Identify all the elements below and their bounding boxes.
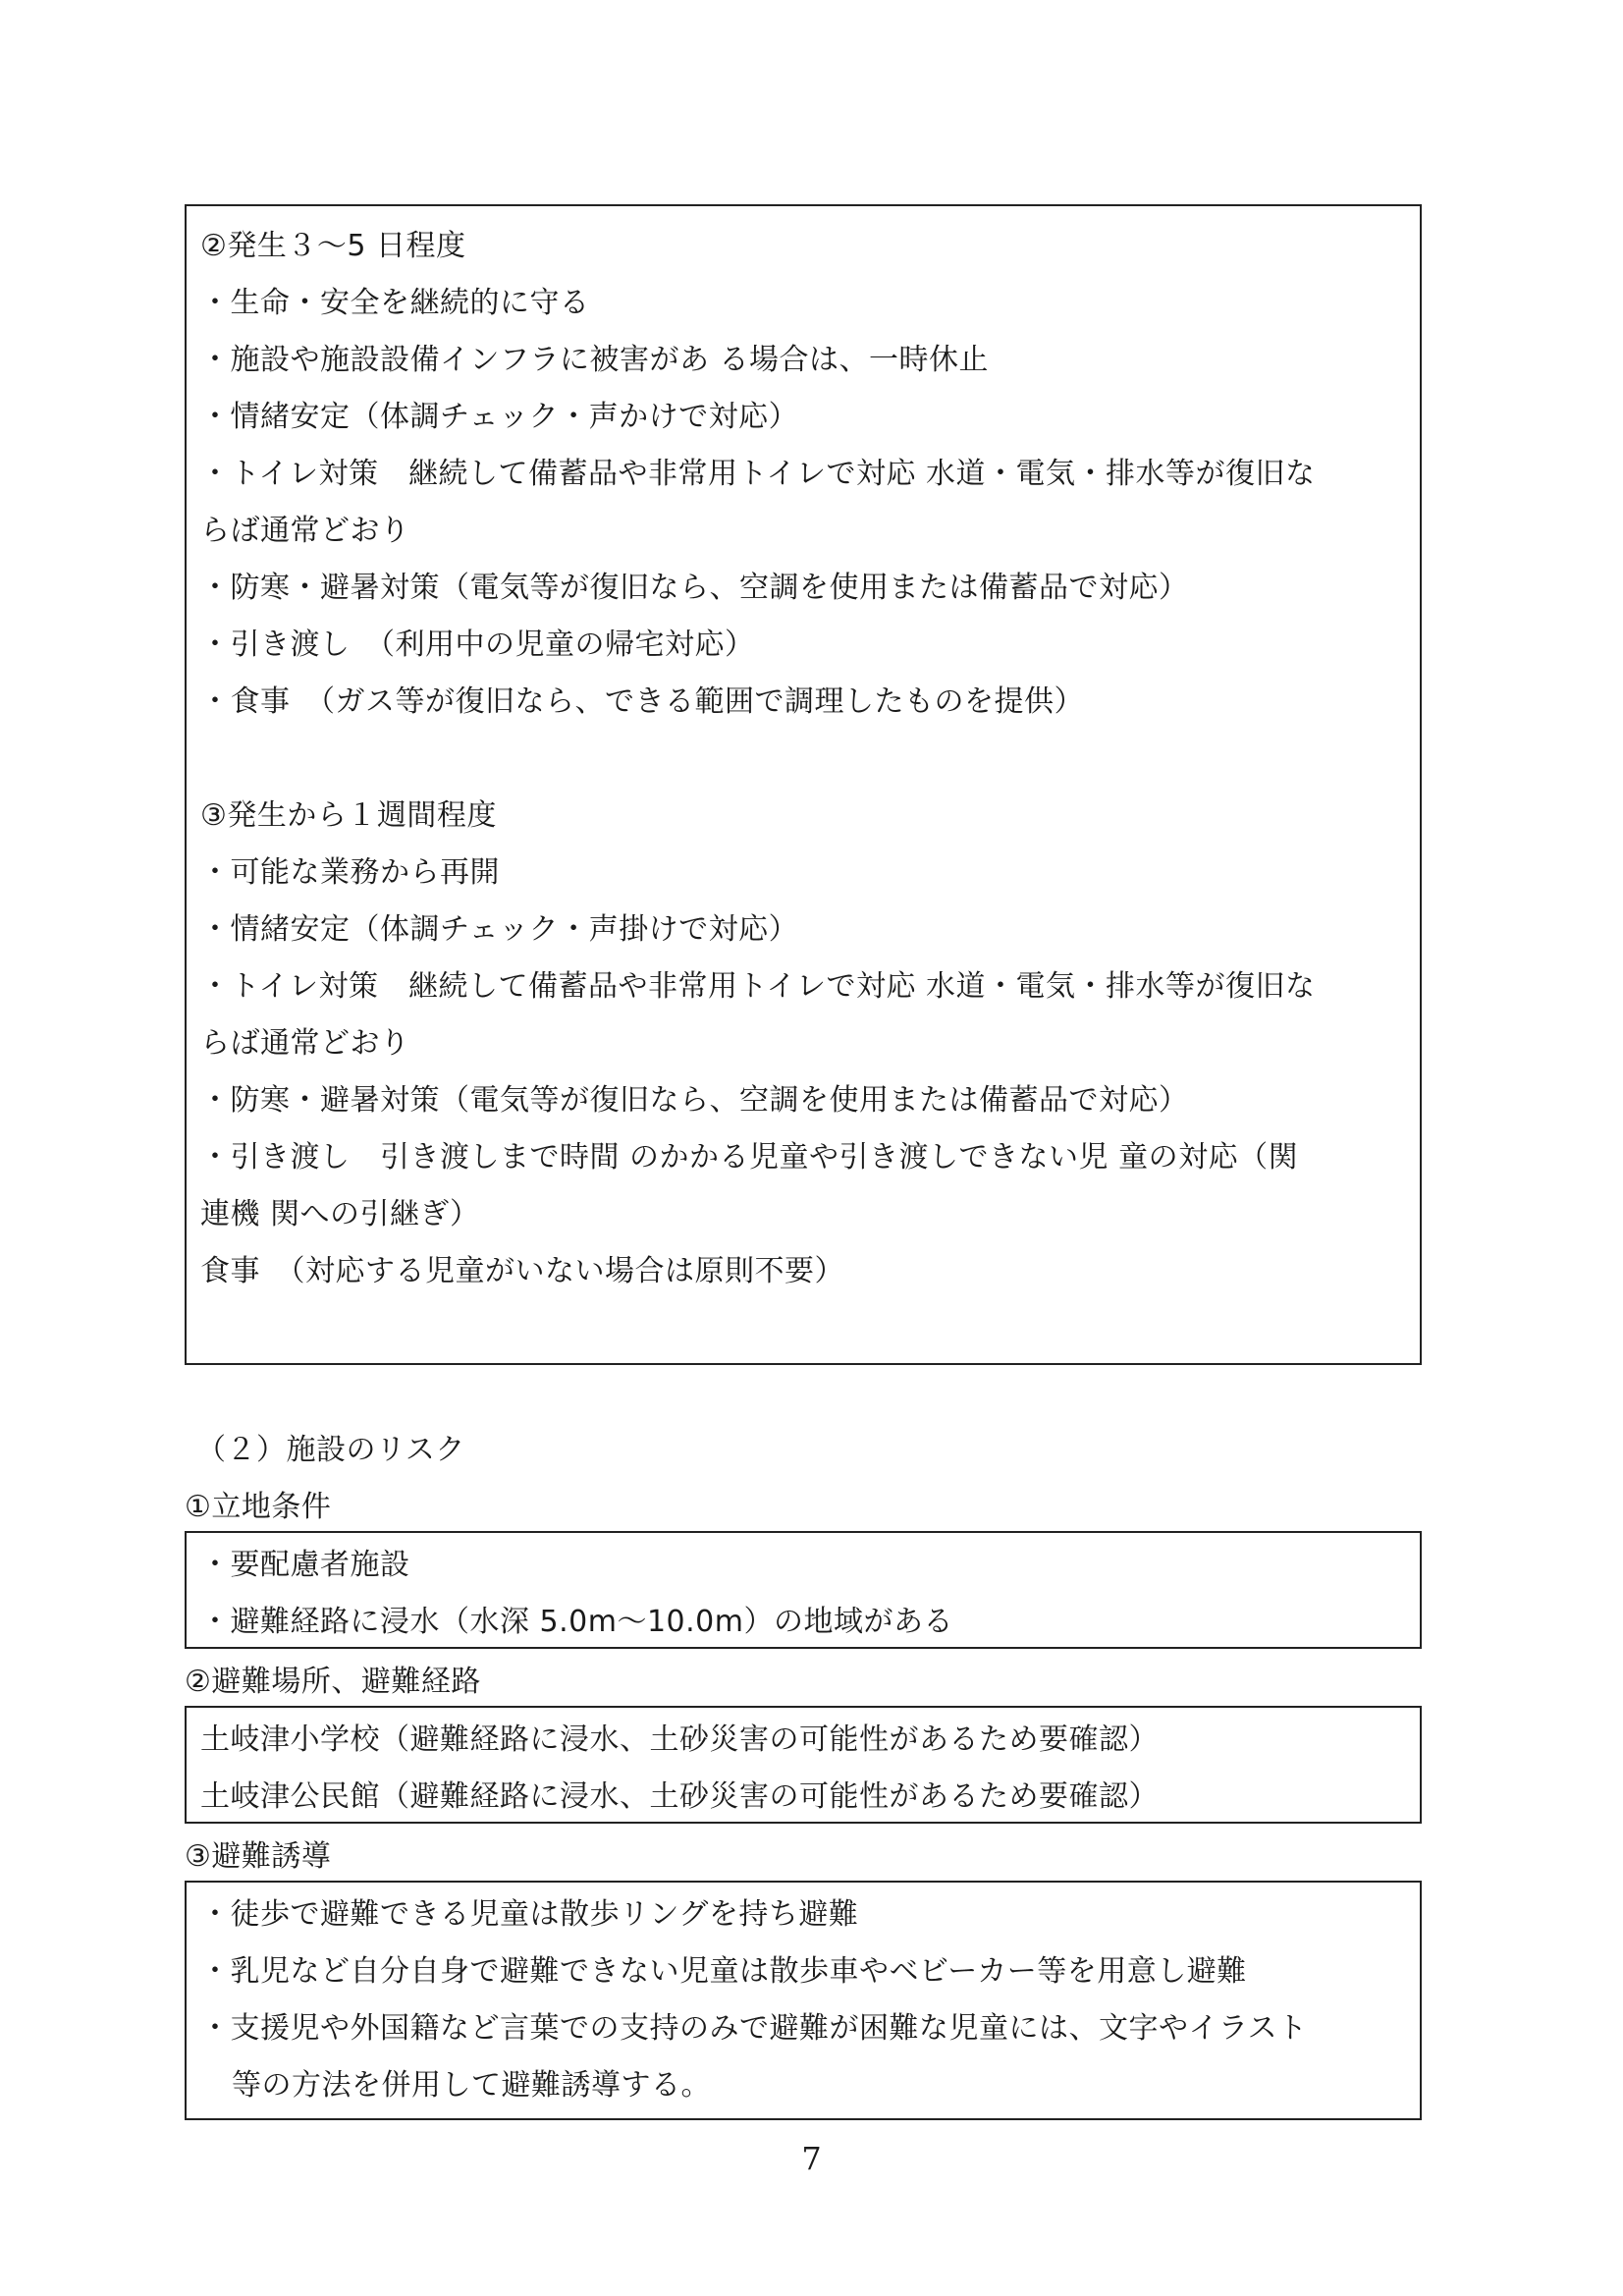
guidance-item: ・徒歩で避難できる児童は散歩リングを持ち避難	[200, 1897, 859, 1932]
phase3-item-continued: らば通常どおり	[200, 1026, 410, 1061]
location-item: ・避難経路に浸水（水深 5.0m～10.0m）の地域がある	[200, 1605, 953, 1639]
phase2-item: ・防寒・避暑対策（電気等が復旧なら、空調を使用または備蓄品で対応）	[200, 571, 1189, 605]
location-item: ・要配慮者施設	[200, 1548, 410, 1582]
shelter-item: 土岐津公民館（避難経路に浸水、土砂災害の可能性があるため要確認）	[200, 1779, 1159, 1814]
guidance-box	[185, 1881, 1422, 2120]
spacer	[200, 731, 1420, 788]
post-disaster-phases-box	[185, 204, 1422, 1365]
phase2-item-continued: らば通常どおり	[200, 514, 410, 548]
phase3-item-continued: 連機 関への引継ぎ）	[200, 1197, 480, 1231]
location-box	[185, 1531, 1422, 1649]
phase3-item: ・防寒・避暑対策（電気等が復旧なら、空調を使用または備蓄品で対応）	[200, 1083, 1189, 1118]
location-heading: ①立地条件	[185, 1490, 332, 1524]
phase3-item: ・引き渡し 引き渡しまで時間 のかかる児童や引き渡しできない児 童の対応（関	[200, 1140, 1299, 1175]
phase2-heading: ②発生３～5 日程度	[200, 229, 466, 263]
phase2-item: ・情緒安定（体調チェック・声かけで対応）	[200, 400, 799, 434]
guidance-item: ・乳児など自分自身で避難できない児童は散歩車やベビーカー等を用意し避難	[200, 1954, 1247, 1989]
phase2-item: ・食事 （ガス等が復旧なら、できる範囲で調理したものを提供）	[200, 684, 1084, 719]
guidance-item: ・支援児や外国籍など言葉での支持のみで避難が困難な児童には、文字やイラスト	[200, 2011, 1308, 2046]
page-number: 7	[801, 2140, 822, 2177]
phase2-item: ・施設や施設設備インフラに被害があ る場合は、一時休止	[200, 343, 990, 377]
phase3-item: 食事 （対応する児童がいない場合は原則不要）	[200, 1254, 844, 1288]
section-title: （２）施設のリスク	[196, 1433, 465, 1467]
shelter-heading: ②避難場所、避難経路	[185, 1665, 481, 1699]
phase2-item: ・トイレ対策 継続して備蓄品や非常用トイレで対応 水道・電気・排水等が復旧な	[200, 457, 1316, 491]
guidance-item-continued: 等の方法を併用して避難誘導する。	[232, 2068, 711, 2103]
phase2-item: ・生命・安全を継続的に守る	[200, 286, 590, 320]
phase3-item: ・トイレ対策 継続して備蓄品や非常用トイレで対応 水道・電気・排水等が復旧な	[200, 969, 1316, 1004]
shelter-item: 土岐津小学校（避難経路に浸水、土砂災害の可能性があるため要確認）	[200, 1722, 1159, 1757]
phase3-item: ・可能な業務から再開	[200, 855, 500, 890]
shelter-box	[185, 1706, 1422, 1824]
phase3-item: ・情緒安定（体調チェック・声掛けで対応）	[200, 912, 799, 947]
phase2-item: ・引き渡し （利用中の児童の帰宅対応）	[200, 628, 755, 662]
phase3-heading: ③発生から１週間程度	[200, 798, 497, 833]
guidance-heading: ③避難誘導	[185, 1839, 332, 1874]
